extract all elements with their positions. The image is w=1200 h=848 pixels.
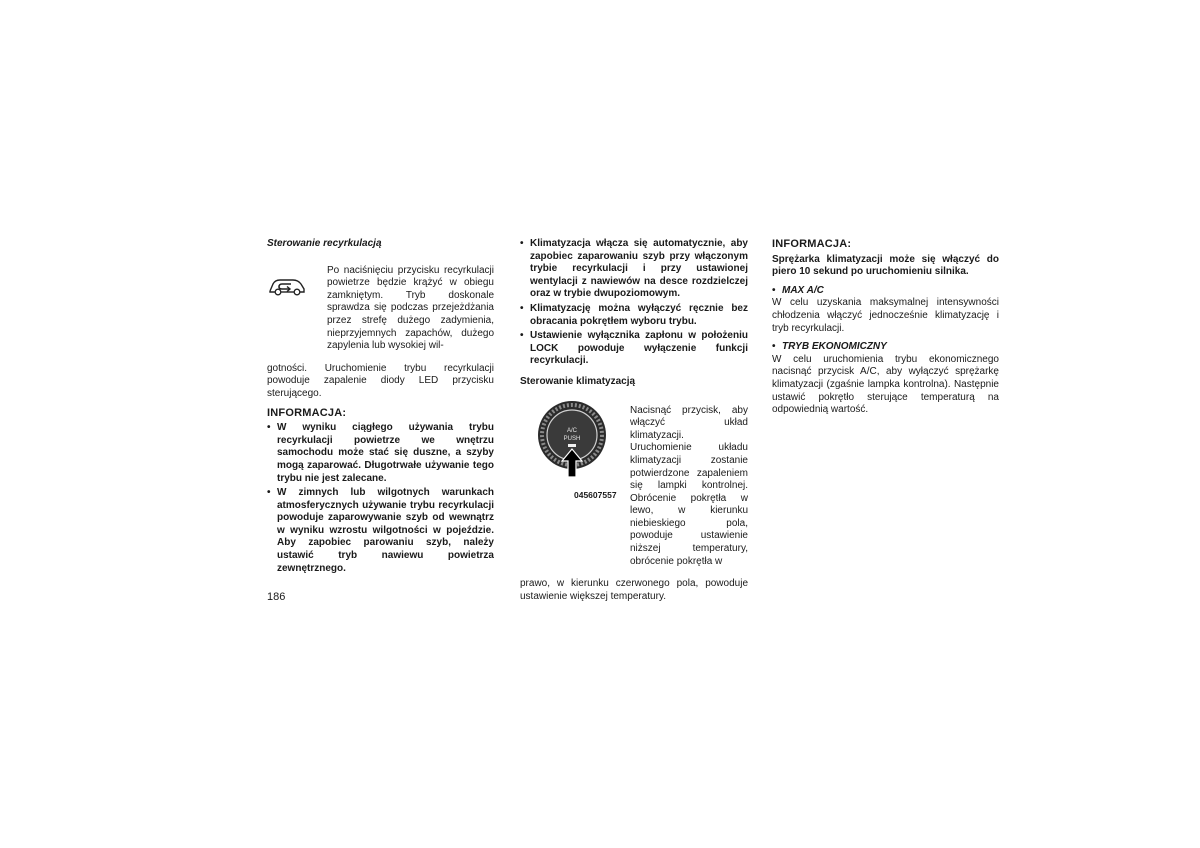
ac-label: A/C bbox=[566, 427, 578, 434]
list-item: • Ustawienie wyłącznika zapłonu w położeniu LOCK powoduje wyłączenie funkcji recyrkulacji. bbox=[520, 330, 748, 368]
ac-paragraph-block bbox=[520, 395, 748, 579]
ac-knob-figure bbox=[520, 395, 630, 502]
recirculation-paragraph: Po naciśnięciu przycisku recyrkulacji powietrze będzie krążyć w obiegu zamkniętym. Tryb doskonale sprawdza się podczas przejeżdżania przez strefę dużego zadymienia, nieprzyjemnych zapachów, dużego zapylenia lub wysokiej wil- bbox=[327, 264, 494, 352]
recirculation-paragraph-block bbox=[267, 255, 494, 363]
recirculation-icon-box bbox=[267, 255, 327, 302]
info-heading-right: INFORMACJA: bbox=[772, 238, 852, 250]
section-heading-ac: Sterowanie klimatyzacją bbox=[520, 375, 636, 387]
figure-code: 045607557 bbox=[574, 490, 617, 501]
max-ac-text: W celu uzyskania maksymalnej intensywności chłodzenia włączyć jednocześnie klimatyzację i tryb recyrkulacji. bbox=[772, 297, 999, 334]
ac-paragraph-continued: prawo, w kierunku czerwonego pola, powoduje ustawienie większej temperatury. bbox=[520, 578, 748, 602]
info-bullet-list-left bbox=[267, 422, 494, 575]
info-heading-left: INFORMACJA: bbox=[267, 406, 347, 419]
list-item: • W zimnych lub wilgotnych warunkach atmosferycznych używanie trybu recyrkulacji powoduje zaparowywanie szyb od wewnątrz w wyniku wzrostu wilgotności w pojeździe. Aby zapobiec parowaniu szyb, należy ustawić tryb nawiewu powietrza zewnętrznego. bbox=[267, 487, 494, 575]
list-item: • Klimatyzacja włącza się automatycznie, aby zapobiec zaparowaniu szyb przy włączonym trybie recyrkulacji i przy ustawionej wentylacji z nawiewów na desce rozdzielczej oraz w trybie dwupoziomowym. bbox=[520, 238, 748, 301]
ac-knob-icon bbox=[520, 395, 625, 487]
column-left bbox=[267, 238, 494, 577]
car-recirculation-icon bbox=[267, 275, 307, 297]
column-right bbox=[772, 238, 999, 417]
column-middle bbox=[520, 238, 748, 603]
list-item: • W wyniku ciągłego używania trybu recyrkulacji powietrze we wnętrzu samochodu może stać się duszne, a szyby mogą zaparować. Długotrwałe używanie tego trybu nie jest zalecane. bbox=[267, 422, 494, 485]
info-bullet-list-middle bbox=[520, 238, 748, 368]
ac-paragraph: Nacisnąć przycisk, aby włączyć układ klimatyzacji. Uruchomienie układu klimatyzacji zostanie potwierdzone zapaleniem się lampki kontrolnej. Obrócenie pokrętła w lewo, w kierunku niebieskiego pola, powoduje ustawienie niższej temperatury, obrócenie pokrętła w bbox=[630, 404, 748, 567]
section-heading-recirculation: Sterowanie recyrkulacją bbox=[267, 238, 382, 249]
recirculation-paragraph-continued: gotności. Uruchomienie trybu recyrkulacji powoduje zapalenie diody LED przycisku sterującego. bbox=[267, 362, 494, 399]
info-text-right: Sprężarka klimatyzacji może się włączyć do piero 10 sekund po uruchomieniu silnika. bbox=[772, 253, 999, 278]
page-number: 186 bbox=[267, 591, 286, 603]
push-label: PUSH bbox=[563, 435, 581, 442]
list-item: • Klimatyzację można wyłączyć ręcznie bez obracania pokrętłem wyboru trybu. bbox=[520, 303, 748, 328]
economy-mode-title: • TRYB EKONOMICZNY bbox=[772, 341, 999, 354]
max-ac-title: • MAX A/C bbox=[772, 285, 999, 298]
indicator-lamp bbox=[568, 444, 576, 447]
economy-mode-text: W celu uruchomienia trybu ekonomicznego nacisnąć przycisk A/C, aby wyłączyć sprężarkę klimatyzacji (zgaśnie lampka kontrolna). Następnie ustawić pokrętło sterujące temperaturą na odpowiednią wartość. bbox=[772, 353, 999, 416]
